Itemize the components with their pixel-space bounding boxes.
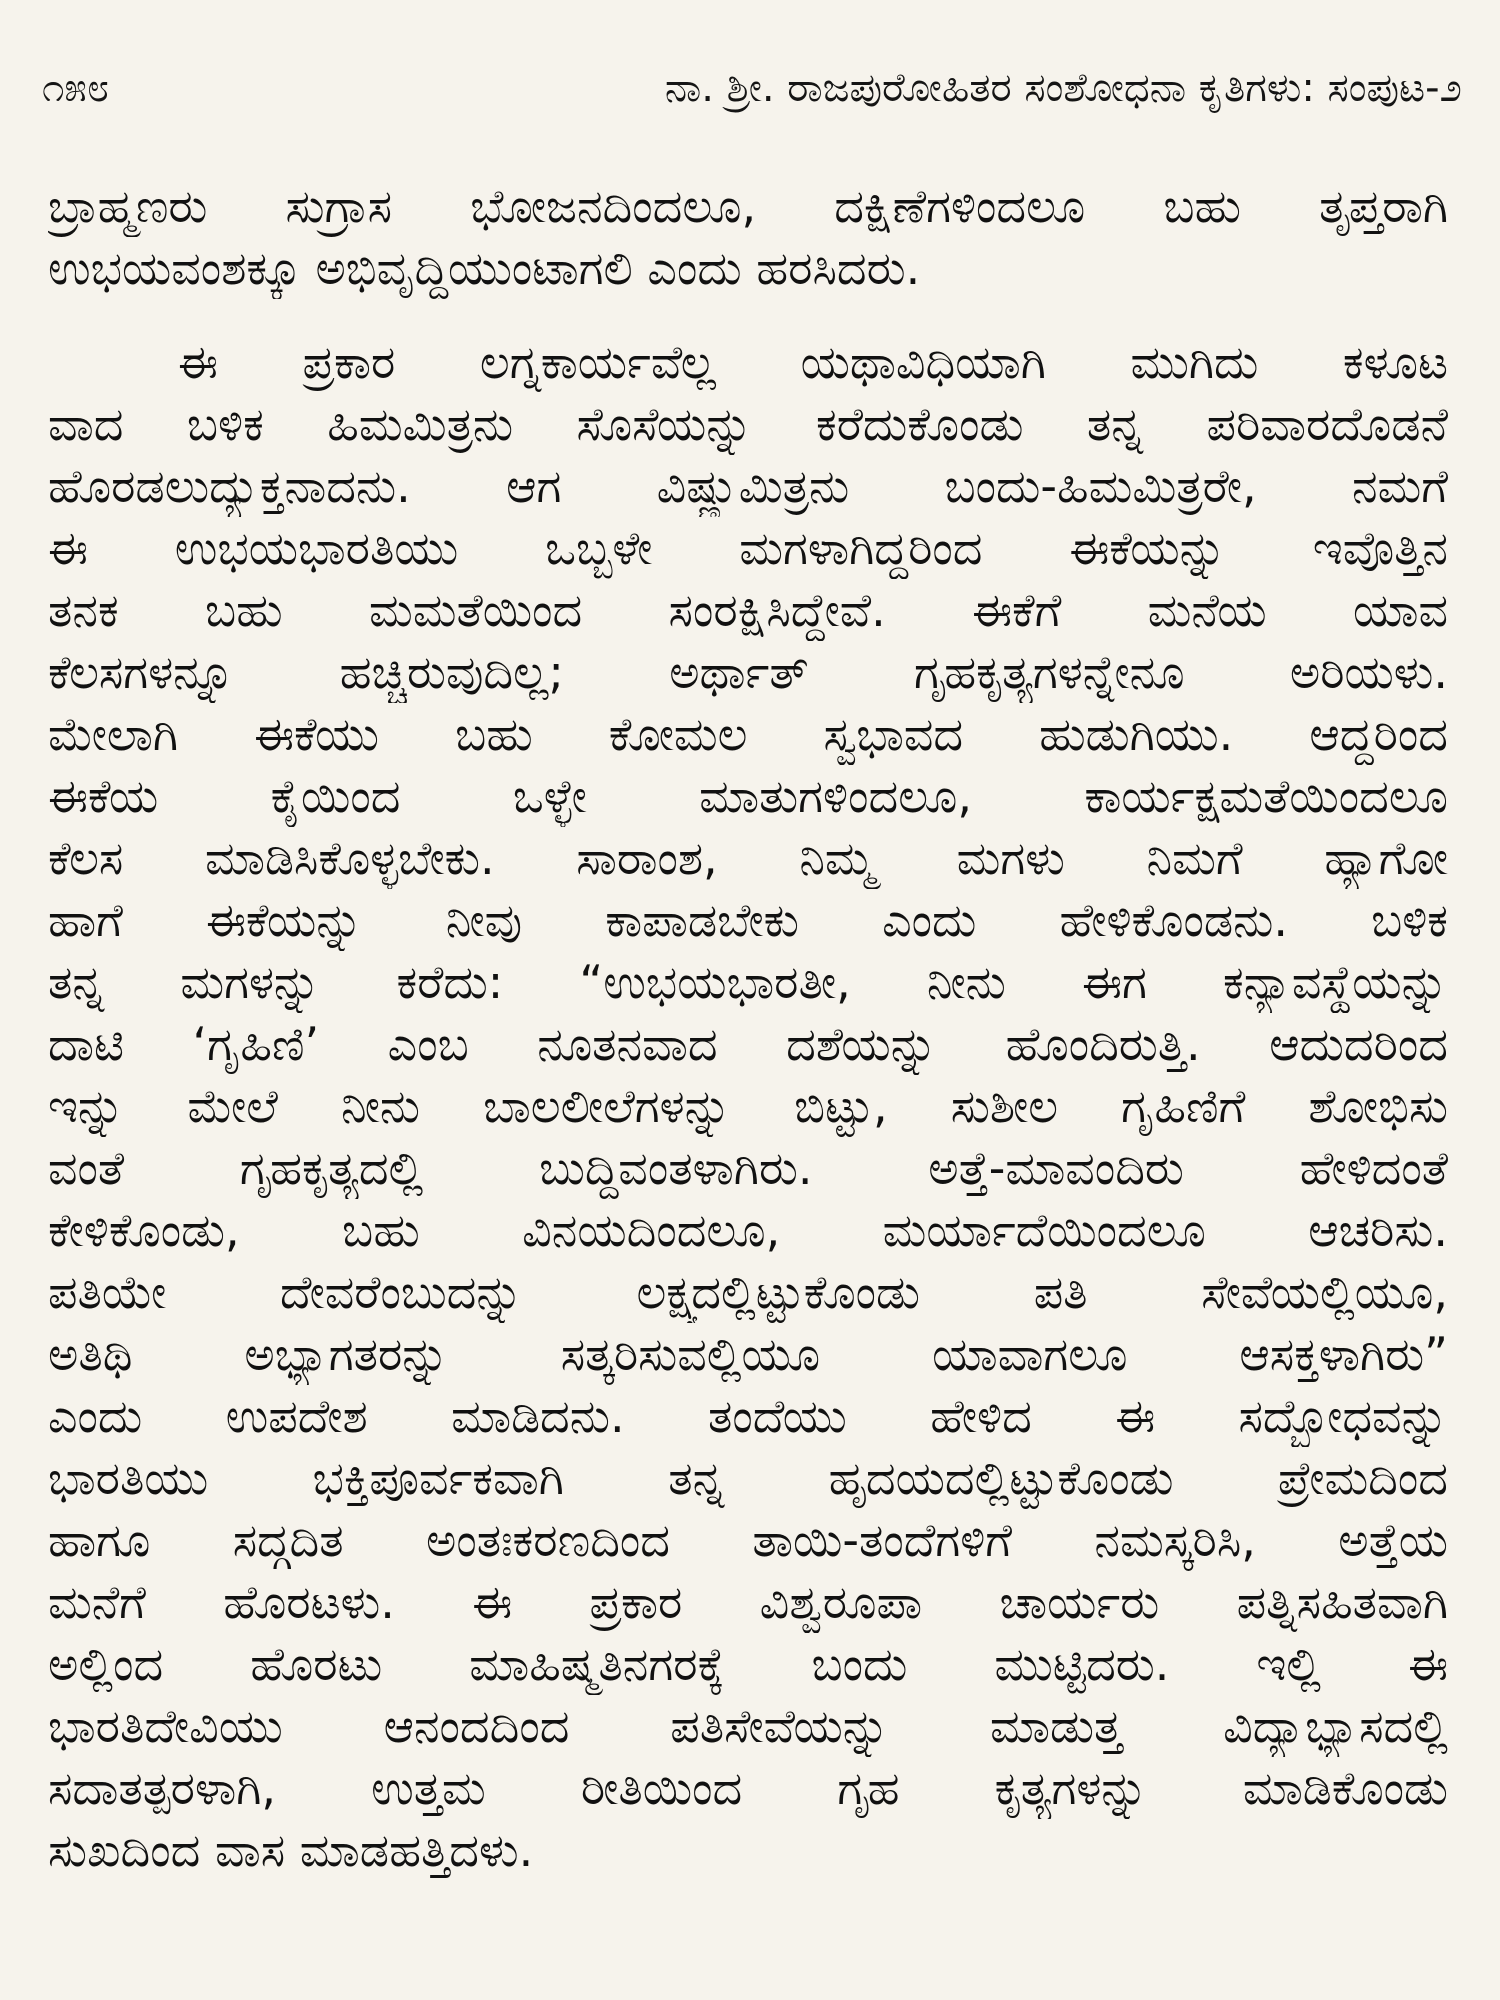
text-line: ಅತಿಥಿ ಅಭ್ಯಾಗತರನ್ನು ಸತ್ಕರಿಸುವಲ್ಲಿಯೂ ಯಾವಾಗಲೂ ಆಸಕ್ತಳಾಗಿರು” [48, 1327, 1448, 1381]
paragraph-1 [48, 175, 1448, 299]
text-line: ಪತಿಯೇ ದೇವರೆಂಬುದನ್ನು ಲಕ್ಷ್ಯದಲ್ಲಿಟ್ಟುಕೊಂಡು ಪತಿ ಸೇವೆಯಲ್ಲಿಯೂ, [48, 1265, 1448, 1319]
text-line: ಈಕೆಯ ಕೈಯಿಂದ ಒಳ್ಳೇ ಮಾತುಗಳಿಂದಲೂ, ಕಾರ್ಯಕ್ಷಮತೆಯಿಂದಲೂ [48, 769, 1448, 823]
text-line: ಈ ಉಭಯಭಾರತಿಯು ಒಬ್ಬಳೇ ಮಗಳಾಗಿದ್ದರಿಂದ ಈಕೆಯನ್ನು ಇವೊತ್ತಿನ [48, 521, 1448, 575]
text-line: ವಂತೆ ಗೃಹಕೃತ್ಯದಲ್ಲಿ ಬುದ್ಧಿವಂತಳಾಗಿರು. ಅತ್ತೆ-ಮಾವಂದಿರು ಹೇಳಿದಂತೆ [48, 1141, 1448, 1195]
text-line: ಭಾರತಿದೇವಿಯು ಆನಂದದಿಂದ ಪತಿಸೇವೆಯನ್ನು ಮಾಡುತ್ತ ವಿದ್ಯಾಭ್ಯಾಸದಲ್ಲಿ [48, 1699, 1448, 1753]
text-line: ಕೇಳಿಕೊಂಡು, ಬಹು ವಿನಯದಿಂದಲೂ, ಮರ್ಯಾದೆಯಿಂದಲೂ ಆಚರಿಸು. [48, 1203, 1448, 1257]
text-line: ಕೆಲಸ ಮಾಡಿಸಿಕೊಳ್ಳಬೇಕು. ಸಾರಾಂಶ, ನಿಮ್ಮ ಮಗಳು ನಿಮಗೆ ಹ್ಯಾಗೋ [48, 831, 1448, 885]
text-line: ಅಲ್ಲಿಂದ ಹೊರಟು ಮಾಹಿಷ್ಮತಿನಗರಕ್ಕೆ ಬಂದು ಮುಟ್ಟಿದರು. ಇಲ್ಲಿ ಈ [48, 1637, 1448, 1691]
text-line: ದಾಟಿ ‘ಗೃಹಿಣಿ’ ಎಂಬ ನೂತನವಾದ ದಶೆಯನ್ನು ಹೊಂದಿರುತ್ತಿ. ಆದುದರಿಂದ [48, 1017, 1448, 1071]
text-line: ಇನ್ನು ಮೇಲೆ ನೀನು ಬಾಲಲೀಲೆಗಳನ್ನು ಬಿಟ್ಟು, ಸುಶೀಲ ಗೃಹಿಣಿಗೆ ಶೋಭಿಸು [48, 1079, 1448, 1133]
text-line: ವಾದ ಬಳಿಕ ಹಿಮಮಿತ್ರನು ಸೊಸೆಯನ್ನು ಕರೆದುಕೊಂಡು ತನ್ನ ಪರಿವಾರದೊಡನೆ [48, 397, 1448, 451]
text-line: ಸದಾತತ್ಪರಳಾಗಿ, ಉತ್ತಮ ರೀತಿಯಿಂದ ಗೃಹ ಕೃತ್ಯಗಳನ್ನು ಮಾಡಿಕೊಂಡು [48, 1761, 1448, 1815]
paragraph-2 [48, 331, 1448, 1881]
text-line: ಮನೆಗೆ ಹೊರಟಳು. ಈ ಪ್ರಕಾರ ವಿಶ್ವರೂಪಾ ಚಾರ್ಯರು ಪತ್ನಿಸಹಿತವಾಗಿ [48, 1575, 1448, 1629]
text-line: ಹಾಗೆ ಈಕೆಯನ್ನು ನೀವು ಕಾಪಾಡಬೇಕು ಎಂದು ಹೇಳಿಕೊಂಡನು. ಬಳಿಕ [48, 893, 1448, 947]
text-line: ತನ್ನ ಮಗಳನ್ನು ಕರೆದು: “ಉಭಯಭಾರತೀ, ನೀನು ಈಗ ಕನ್ಯಾವಸ್ಥೆಯನ್ನು [48, 955, 1448, 1009]
text-line: ಮೇಲಾಗಿ ಈಕೆಯು ಬಹು ಕೋಮಲ ಸ್ವಭಾವದ ಹುಡುಗಿಯು. ಆದ್ದರಿಂದ [48, 707, 1448, 761]
text-line: ಹೊರಡಲುದ್ಯುಕ್ತನಾದನು. ಆಗ ವಿಷ್ಣುಮಿತ್ರನು ಬಂದು-ಹಿಮಮಿತ್ರರೇ, ನಮಗೆ [48, 459, 1448, 513]
page-number: ೧೫೮ [42, 65, 110, 111]
text-line: ಭಾರತಿಯು ಭಕ್ತಿಪೂರ್ವಕವಾಗಿ ತನ್ನ ಹೃದಯದಲ್ಲಿಟ್ಟುಕೊಂಡು ಪ್ರೇಮದಿಂದ [48, 1451, 1448, 1505]
text-line: ಹಾಗೂ ಸದ್ಗದಿತ ಅಂತಃಕರಣದಿಂದ ತಾಯಿ-ತಂದೆಗಳಿಗೆ ನಮಸ್ಕರಿಸಿ, ಅತ್ತೆಯ [48, 1513, 1448, 1567]
book-title: ನಾ. ಶ್ರೀ. ರಾಜಪುರೋಹಿತರ ಸಂಶೋಧನಾ ಕೃತಿಗಳು: ಸಂಪುಟ-೨ [664, 65, 1462, 111]
body-text [48, 175, 1448, 1881]
text-line: ಬ್ರಾಹ್ಮಣರು ಸುಗ್ರಾಸ ಭೋಜನದಿಂದಲೂ, ದಕ್ಷಿಣೆಗಳಿಂದಲೂ ಬಹು ತೃಪ್ತರಾಗಿ [48, 179, 1448, 233]
text-line: ಉಭಯವಂಶಕ್ಕೂ ಅಭಿವೃದ್ಧಿಯುಂಟಾಗಲಿ ಎಂದು ಹರಸಿದರು. [48, 241, 921, 295]
running-header [42, 58, 1462, 118]
text-line: ಈ ಪ್ರಕಾರ ಲಗ್ನಕಾರ್ಯವೆಲ್ಲ ಯಥಾವಿಧಿಯಾಗಿ ಮುಗಿದು ಕಳೂಟ [178, 335, 1448, 389]
text-line: ಕೆಲಸಗಳನ್ನೂ ಹಚ್ಚಿರುವುದಿಲ್ಲ; ಅರ್ಥಾತ್ ಗೃಹಕೃತ್ಯಗಳನ್ನೇನೂ ಅರಿಯಳು. [48, 645, 1448, 699]
text-line: ಸುಖದಿಂದ ವಾಸ ಮಾಡಹತ್ತಿದಳು. [48, 1823, 534, 1877]
text-line: ತನಕ ಬಹು ಮಮತೆಯಿಂದ ಸಂರಕ್ಷಿಸಿದ್ದೇವೆ. ಈಕೆಗೆ ಮನೆಯ ಯಾವ [48, 583, 1448, 637]
text-line: ಎಂದು ಉಪದೇಶ ಮಾಡಿದನು. ತಂದೆಯು ಹೇಳಿದ ಈ ಸದ್ಬೋಧವನ್ನು [48, 1389, 1448, 1443]
